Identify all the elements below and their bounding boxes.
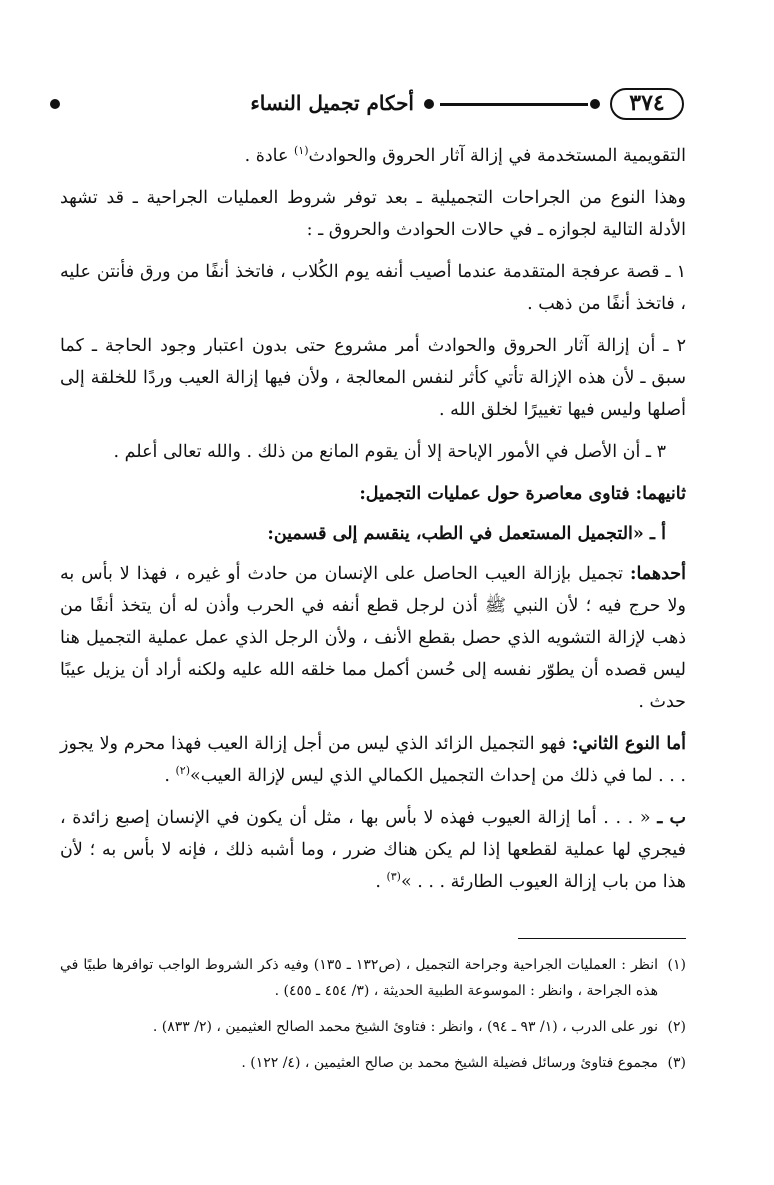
footnote [60,1050,686,1076]
book-title: أحكام تجميل النساء [250,91,414,115]
paragraph: ب ـ « . . . أما إزالة العيوب فهذه لا بأس بها ، مثل أن يكون في الإنسان إصبع زائدة ، فيجري لها عملية لقطعها إذا لم يكن هناك ضرر ، وما أشبه ذلك ، فإنه لا بأس به ؛ لأن هذا من باب إزالة العيوب الطارئة . . . »$^{(٣)}$ . [60,808,686,892]
header-dot-ornament [50,99,60,109]
footnote-ref[interactable]: (٣) [386,870,401,884]
section-heading: ثانيهما: فتاوى معاصرة حول عمليات التجميل: [359,484,686,504]
paragraph: أحدهما: تجميل بإزالة العيب الحاصل على الإنسان من حادث أو غيره ، فهذا لا بأس به ولا حرج فيه ؛ لأن النبي ﷺ أذن لرجل قطع أنفه في الحرب وأذن له أن يتخذ أنفًا من ذهب لإزالة التشويه الذي حصل بقطع الأنف ، ولأن الرجل الذي عمل عملية التجميل هنا ليس قصده أن يطوّر نفسه إلى حُسن أكمل مما خلقه الله عليه ولكنه أراد أن يزيل عيبًا حدث . [60,564,686,712]
list-item: ٣ ـ أن الأصل في الأمور الإباحة إلا أن يقوم المانع من ذلك . والله تعالى أعلم . [113,442,666,462]
footnotes [60,952,686,1086]
list-item: ١ ـ قصة عرفجة المتقدمة عندما أصيب أنفه يوم الكُلاب ، فاتخذ أنفًا من ورق فأنتن عليه ، فاتخذ أنفًا من ذهب . [60,262,686,314]
paragraph: وهذا النوع من الجراحات التجميلية ـ بعد توفر شروط العمليات الجراحية ـ قد تشهد الأدلة التالية لجوازه ـ في حالات الحوادث والحروق ـ : [60,188,686,240]
footnote-text: مجموع فتاوئ ورسائل فضيلة الشيخ محمد بن صالح العثيمين ، (٤/ ١٢٢) . [241,1055,658,1071]
page-number: ٣٧٤ [610,88,684,120]
footnote-number: (٣) [667,1055,686,1071]
footnote [60,1014,686,1040]
footnote-text: نور على الدرب ، (١/ ٩٣ ـ ٩٤) ، وانظر : فتاوئ الشيخ محمد الصالح العثيمين ، (٢/ ٨٣٣) . [152,1019,658,1035]
lead-term: أما النوع الثاني: [571,734,686,754]
subsection-heading: أ ـ «التجميل المستعمل في الطب، ينقسم إلى قسمين: [267,524,666,544]
main-text [60,140,686,908]
footnote-number: (٢) [667,1019,686,1035]
footnote-ref[interactable]: (٢) [175,764,191,778]
header-dot-ornament [424,99,434,109]
lead-term: ب ـ [657,808,686,828]
running-header [44,88,684,124]
footnote-text: انظر : العمليات الجراحية وجراحة التجميل ، (ص١٣٢ ـ ١٣٥) وفيه ذكر الشروط الواجب توافرها طبيًا في هذه الجراحة ، وانظر : الموسوعة الطبية الحديثة ، (٣/ ٤٥٤ ـ ٤٥٥) . [60,957,658,999]
footnote [60,952,686,1004]
footnote-number: (١) [667,957,686,973]
lead-term: أحدهما: [629,564,686,584]
paragraph: أما النوع الثاني: فهو التجميل الزائد الذي ليس من أجل إزالة العيب فهذا محرم ولا يجوز . . . لما في ذلك من إحداث التجميل الكمالي الذي ليس لإزالة العيب»$^{(٢)}$ . [60,734,686,786]
header-rule [440,103,588,106]
list-item: ٢ ـ أن إزالة آثار الحروق والحوادث أمر مشروع حتى بدون اعتبار وجود الحاجة ـ كما سبق ـ لأن هذه الإزالة تأتي كأثر لنفس المعالجة ، ولأن فيها إزالة العيب وردًا للخلقة إلى أصلها وليس فيها تغييرًا لخلق الله . [60,336,686,420]
footnote-separator [518,938,686,939]
footnote-ref[interactable]: (١) [294,144,309,158]
paragraph: التقويمية المستخدمة في إزالة آثار الحروق والحوادث$^{(١)}$ عادة . [244,144,686,166]
header-dot-ornament [590,99,600,109]
